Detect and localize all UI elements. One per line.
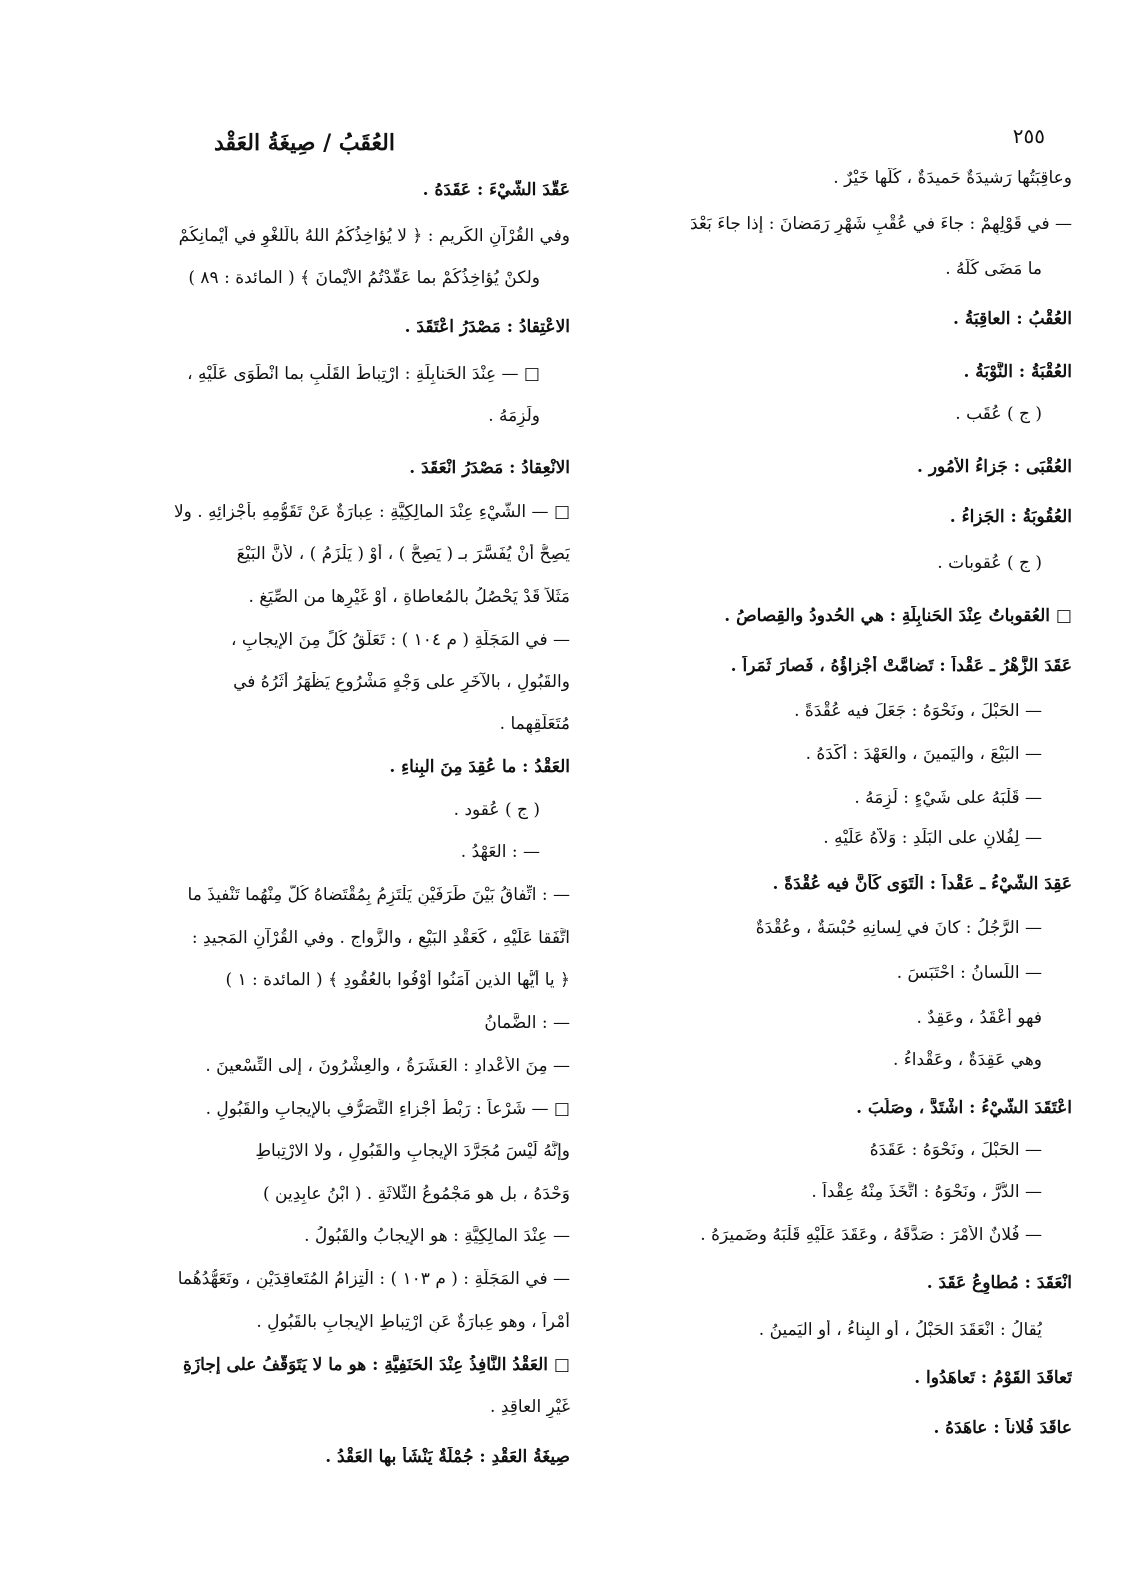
text-line: — قَلْبَهُ على شَيْءٍ : لَزِمَهُ .: [854, 788, 1042, 808]
text-line: — في المَجَلَّةِ ( م ١٠٤ ) : تَعَلُّقُ كُلٍّ مِنَ الإيجابِ ،: [230, 630, 570, 650]
text-line: — عِنْدَ المالِكِيَّةِ : هو الإيجابُ والقَبُولُ .: [304, 1226, 570, 1246]
text-line: ما مَضَى كُلُّهُ .: [945, 259, 1042, 279]
entry-headword: العَقْدُ : ما عُقِدَ مِنَ البِناءِ .: [389, 757, 570, 777]
text-line: □ — الشَّيْءِ عِنْدَ المالِكِيَّةِ : عِبارَةٌ عَنْ تَقَوُّمِهِ بأَجْزائِهِ . ولا: [173, 502, 570, 522]
entry-headword: العُقْبَى : جَزاءُ الأُمُور .: [917, 457, 1072, 477]
text-line: غَيْرِ العاقِدِ .: [490, 1397, 570, 1417]
entry-headword: عَقِدَ الشَّيْءُ ـ عَقْداً : الْتَوَى كَأَنَّ فيه عُقْدَةً .: [772, 874, 1072, 894]
text-line: وإنَّهُ لَيْسَ مُجَرَّدَ الإيجابِ والقَبُولِ ، ولا الارْتِباطِ: [255, 1141, 570, 1161]
entry-headword: صِيغَةُ العَقْدِ : جُمْلَةٌ يَنْشَأُ بها العَقْدُ .: [325, 1447, 570, 1467]
text-line: — في قَوْلِهِمْ : جاءَ في عُقْبِ شَهْرِ رَمَضانَ : إذا جاءَ بَعْدَ: [690, 214, 1072, 234]
text-line: وهي عَقِدَةٌ ، وعَقْداءُ .: [892, 1050, 1042, 1070]
text-line: — اللِّسانُ : احْتَبَسَ .: [896, 963, 1042, 983]
entry-headword: العُقُوبَةُ : الجَزاءُ .: [949, 507, 1072, 527]
text-line: — الرَّجُلُ : كانَ في لِسانِهِ حُبْسَةٌ ، وعُقْدَةٌ: [755, 918, 1042, 938]
entry-headword: العُقْبُ : العاقِبَةُ .: [953, 309, 1072, 329]
text-line: — : اتِّفاقُ بَيْنَ طَرَفَيْنِ يَلْتَزِمُ بِمُقْتَضاهُ كُلٌّ مِنْهُما تَنْفيذَ ما: [187, 885, 570, 905]
entry-headword: عَقَدَ الزَّهْرُ ـ عَقْداً : تَضامَّتْ أَجْزاؤُهُ ، فَصارَ ثَمَراً .: [730, 656, 1072, 676]
text-line: يُقالُ : انْعَقَدَ الحَبْلُ ، أو البِناءُ ، أو اليَمينُ .: [758, 1320, 1042, 1340]
entry-headword: الانْعِقادُ : مَصْدَرُ انْعَقَدَ .: [409, 458, 570, 478]
text-line: وفي القُرْآنِ الكَريمِ : ﴿ لا يُؤاخِذُكُمُ اللهُ بالَّلغْوِ في أَيْمانِكُمْ: [178, 226, 570, 246]
text-line: يَصِحُّ أَنْ يُفَسَّرَ بـ ( يَصِحُّ ) ، أوْ ( يَلْزَمُ ) ، لأَنَّ البَيْعَ: [236, 544, 570, 564]
text-line: — الحَبْلَ ، ونَحْوَهُ : جَعَلَ فيه عُقْدَةً .: [794, 701, 1042, 721]
text-line: ( ج ) عُقود .: [453, 800, 540, 820]
text-line: وعاقِبَتُها رَشيدَةٌ حَميدَةٌ ، كُلُّها خَيْرٌ .: [833, 168, 1072, 188]
running-header-title: العُقَبُ / صِيغَةُ العَقْد: [213, 130, 395, 156]
text-line: أَمْراً ، وهو عِبارَةٌ عَنِ ارْتِباطِ الإيجابِ بالقَبُولِ .: [256, 1312, 570, 1332]
text-line: — مِنَ الأَعْدادِ : العَشَرَةُ ، والعِشْرُونَ ، إلى التِّسْعينَ .: [205, 1056, 570, 1076]
text-line: — الدُّرَّ ، ونَحْوَهُ : اتَّخَذَ مِنْهُ عِقْداً .: [811, 1182, 1042, 1202]
entry-headword: الاعْتِقادُ : مَصْدَرُ اعْتَقَدَ .: [404, 317, 570, 337]
text-line: — : العَهْدُ .: [460, 842, 540, 862]
text-line: — فُلانٌ الأَمْرَ : صَدَّقَهُ ، وعَقَدَ عَلَيْهِ قَلْبَهُ وضَميرَهُ .: [700, 1225, 1042, 1245]
text-line: — : الضَّمانُ: [484, 1013, 570, 1033]
text-line: فهو أَعْقَدُ ، وعَقِدٌ .: [916, 1008, 1042, 1028]
entry-headword: تَعاقَدَ القَوْمُ : تَعاهَدُوا .: [914, 1368, 1072, 1388]
text-line: مُتَعَلَّقِهِما .: [499, 714, 570, 734]
entry-headword: □ العَقْدُ النَّافِذُ عِنْدَ الحَنَفِيَّةِ : هو ما لا يَتَوَقَّفُ على إجازَةِ: [183, 1355, 570, 1375]
text-line: — في المَجَلَّةِ : ( م ١٠٣ ) : الْتِزامُ المُتَعاقِدَيْنِ ، وتَعَهُّدُهُما: [177, 1269, 570, 1289]
text-line: اتَّفَقا عَلَيْهِ ، كَعَقْدِ البَيْعِ ، والزَّواجِ . وفي القُرْآنِ المَجيدِ :: [191, 928, 570, 948]
left-column: [118, 180, 570, 1480]
entry-headword: العُقْبَةُ : النَّوْبَةُ .: [963, 362, 1072, 382]
text-line: ( ج ) عُقوبات .: [937, 553, 1042, 573]
entry-headword: □ العُقوباتُ عِنْدَ الحَنابِلَةِ : هي الحُدودُ والقِصاصُ .: [724, 606, 1072, 626]
text-line: والقَبُولِ ، بالآخَرِ على وَجْهٍ مَشْرُوعٍ يَظْهَرُ أَثَرُهُ في: [233, 672, 570, 692]
text-line: — لِفُلانٍ على البَلَدِ : وَلاَّهُ عَلَيْهِ .: [823, 828, 1042, 848]
entry-headword: عَقَّدَ الشَّيْءَ : عَقَدَهُ .: [422, 180, 570, 200]
page-number: ٢٥٥: [1012, 124, 1045, 148]
text-line: □ — شَرْعاً : رَبْطُ أَجْزاءِ التَّصَرُّفِ بالإيجابِ والقَبُولِ .: [205, 1099, 570, 1119]
text-line: — الحَبْلَ ، ونَحْوَهُ : عَقَدَهُ: [869, 1140, 1042, 1160]
text-line: مَثَلاً قَدْ يَحْصُلُ بالمُعاطاةِ ، أوْ غَيْرِها من الصِّيَغِ .: [248, 587, 570, 607]
text-line: ﴿ يا أَيُّها الذين آمَنُوا أَوْفُوا بالعُقُودِ ﴾ ( المائدة : ١ ): [225, 970, 570, 990]
text-line: — البَيْعَ ، واليَمينَ ، والعَهْدَ : أَكَّدَهُ .: [805, 744, 1042, 764]
text-line: □ — عِنْدَ الحَنابِلَةِ : ارْتِباطُ القَلْبِ بما انْطَوَى عَلَيْهِ ،: [187, 364, 540, 384]
entry-headword: عاقَدَ فُلاناً : عاهَدَهُ .: [933, 1418, 1072, 1438]
text-line: ولكنْ يُؤاخِذُكُمْ بما عَقَّدْتُمُ الأَيْمانَ ﴾ ( المائدة : ٨٩ ): [188, 268, 540, 288]
text-line: وَحْدَهُ ، بل هو مَجْمُوعُ الثَّلاثَةِ . ( ابْنُ عابِدِين ): [263, 1184, 570, 1204]
right-column: [612, 168, 1072, 1468]
text-line: ولَزِمَهُ .: [488, 406, 540, 426]
entry-headword: انْعَقَدَ : مُطاوِعُ عَقَدَ .: [926, 1273, 1072, 1293]
entry-headword: اعْتَقَدَ الشَّيْءُ : اشْتَدَّ ، وصَلُبَ .: [856, 1098, 1072, 1118]
text-line: ( ج ) عُقَب .: [955, 404, 1042, 424]
